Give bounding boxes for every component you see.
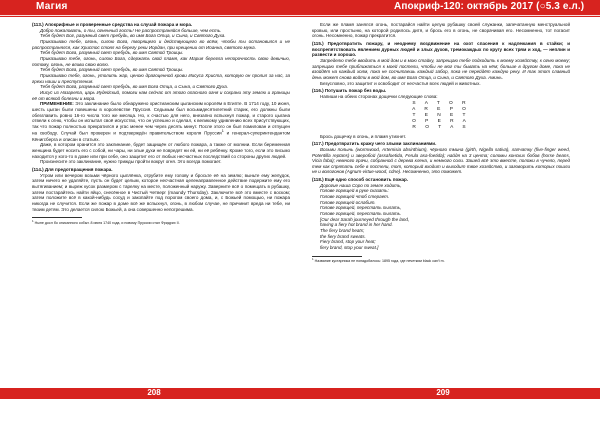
english-verse-line: The fiery brand heats;	[320, 228, 365, 234]
footnote: $^1$ Название кустарника не понадобилось: 1895 года, где нечетким black can't m.	[312, 257, 445, 264]
verse-line: Голове горящей чтоб стерает.	[320, 194, 390, 200]
body-paragraph: Безусловно, это защитит и освободит от несчастья всех людей и животных.	[320, 80, 481, 86]
sator-square	[312, 101, 570, 132]
english-verse-line: the fiery brand sweats.	[320, 233, 366, 239]
english-verse-line: having a fiery hot brand in her hand.	[320, 222, 393, 228]
page-header	[0, 0, 600, 17]
left-page-column	[32, 22, 290, 382]
body-paragraph: Если же пламя занялся огонь, постарайся найти целую рубашку своей служанки, запечатанную менструальной кровью, или простыню, на которой родилось дитя, и брось его в огонь, не сворачивая его. Несомненно, тот погасит огонь. Несомненно, пожар прекратится.	[312, 22, 570, 39]
english-verse-line: [Our dear Sarah journeyed through the land,	[320, 216, 410, 222]
incantation-line: Тебя будет Бога, разумный свет пребудь, во имя Святой Троицы.	[40, 67, 184, 73]
sator-row: A R E P O	[412, 106, 470, 112]
footnote-rule	[312, 256, 362, 257]
verse-line: Голове горящей, перестать пылать,	[320, 205, 402, 211]
body-paragraph: Даже, в котором хранится это заклинание, будет защищён от любого пожара, а также от молнии. Если беременная женщина будет носить его с собой, ни чары, ни злые духи не повредят ни ей, ни её ребёнку. Кроме того, если это письмо находится у кого-то в доме или при себе, оно защитит его от любых несчастных последствий со стороны других людей.	[32, 142, 290, 159]
sator-row: R O T A S	[412, 125, 470, 131]
section-114-heading: (114.) Для предотвращения пожара.	[32, 166, 113, 172]
incantation-line: Иисус из Назарета, царь Иудейский, помоги нам сейчас от этого опасного огня и сохрани эту землю и границы её от всякой болезни и мора.	[32, 89, 290, 101]
footnote-rule	[32, 217, 82, 218]
section-117-heading: (117.) Предотвратить кражу чего злыми заклинаниями.	[312, 141, 437, 147]
header-rule	[0, 15, 600, 16]
incantation-line: Приказываю тебе, огонь, утолить жар, ценою драгоценной крови Иисуса Христа, которую он пролил за нас, за грехи наши и преступления.	[32, 72, 290, 84]
section-113-heading: (113.) Апокрифные и проверенные средства на случай пожара и мора.	[32, 22, 193, 27]
sator-row: O P E R A	[412, 119, 470, 125]
footnote-marker: 1	[221, 129, 224, 134]
verse-line: Голове горящей в руке сказать:	[320, 188, 389, 194]
incantation-line: Тебя будет Бог, разумный свет пребудь, во имя Бога Отца, и Сына, и Святого Духа.	[40, 33, 226, 39]
body-paragraph: Напиши на обеих сторонах дощечки следующие слова:	[320, 93, 438, 99]
verse-line: Дорогие наша Соро по земле ходить,	[320, 182, 402, 188]
body-paragraph: Возьми полынь (wormwood, Artemisia absinthium), чёрного тмина (girth, Nigella sativa), лапчатку (five-finger weed, Potentilla reptans) и зверобой (assafoetida, Ferula asa-foetida); найдя на 3 цента; соломы конских бобов (horse beans, Vicia faba); немного грачи, собранной с дерева клена, и немного соли. Зашей всё это вместе, положи в чучело, перед тем как спрятать себе в постели, тот, который входит и выходит твое хозяйство, и заговорить которых пошли не и вологонов (Agnum-virtue-wood, cdne). Несомненно, это поможет.	[312, 146, 570, 175]
left-page-number: 208	[147, 387, 161, 397]
verse-line: Голове горящей, перестать пылать.	[320, 211, 402, 217]
english-verse-line: Fiery brand, stop your heat;	[320, 239, 376, 245]
body-paragraph: Утром или вечером возьми чёрного цыплёнка, отрубите ему голову и бросьте её на землю; выньте ему желудок, затем ничего не удаляйте, пусть он будет целым, которое несчастная целенаправленное действие подержите ему его вытягиванием; и выреж кусок размером с тарелку на месте, положенный наружу. Заверните всё о помещать в рубашку, затем постарайтесь найти яйцо, снесённое в Чистый Четверг (maundy Thursday). Заключите всё это вместе с воском; затем положите всё в какой-нибудь сосуд и закопайте под порогом своего дома, и, с Божьей помощью, ни пожара никогда не случится. Если же пожар в доме всё же вспыхнул, огонь, в любом случае, не причинит вреда ни тебе, ни твоим детям. Это делается силою Божьей, а она совершенно непогрешима.	[32, 172, 290, 212]
right-page-number: 209	[436, 387, 450, 397]
right-running-title: Апокриф-120: октябрь 2017 (○5.3 е.л.)	[394, 1, 585, 12]
right-page-column	[312, 22, 570, 382]
sator-row: T E N E T	[412, 112, 470, 118]
body-paragraph: Произнесите это заклинание, нужно трижды пройти вокруг огня. Это всегда помогает.	[40, 159, 222, 165]
left-running-title: Магия	[36, 1, 68, 12]
body-paragraph: Брось дощечку в огонь, и пламя утихнет.	[320, 133, 407, 139]
verse-line: Голове горящей ослабит.	[320, 199, 376, 205]
incantation-line: Тебя будет Бога, разумный свет пребудь, во имя Бога Отца, и Сына, и Святого Духа.	[40, 84, 229, 90]
page-footer	[0, 388, 600, 399]
incantation-line: Приказываю тебе, огонь, силою Бога, сдержать свой пламя, как Мария берегла непорочность свою девичью, потому, огонь, не вливи свою волю.	[32, 55, 290, 67]
section-115-heading: (115.) Предотвратить пожару, и неоднему воздвижение на охот спасения к надлежания в стайки; и воспрепятствовать явлением дурных людей и злых духов, тремокаждых по кругу всех трям и ход, — неплин и развести и хорошо.	[312, 40, 570, 58]
footnote: $^1$ Ныне досл бо описанного событ. 8 июня 1740 года, и новому Пруссии стал Фридрих II.	[32, 218, 180, 225]
section-116-heading: (116.) Потушить пожар без воды.	[312, 88, 387, 94]
section-118-heading: (118.) Ещё одно способ остановить пожар.	[312, 177, 409, 183]
sator-row: S A T O R	[412, 100, 470, 106]
english-verse-line: fiery brand, stop your sweat.]	[320, 245, 379, 251]
application-paragraph: ПРИМЕНЕНИЕ: Это заклинание было обнаружено христианским цыганским королём в Египте. В 1714 году, 10 июня, шесть цыган были повешены в королевстве Пруссия. Седьмым был восьмидесятилетний старик, его должны были обезглавить ровно 16-го числа того же месяца. Но, к счастью для него, внезапно вспыхнул пожар, и старого цыгана отвели к огню, чтобы он испытал своё искусство, что он успешно и сделал, к великому удивлению всех присутствующих, так что пожар полностью прекратился и угас менее чем через десять минут. После этого он был помилован и отпущен на свободу. Случай был проверен и подтверждён правительством короля Пруссии$^1$ и генерал-суперинтендантом Кёнигсберга и описан в статьях.	[32, 101, 290, 142]
incantation-line: Приказываю тебе, огонь, силою Бога, творящего и действующего во всём, чтобы ты остановился и не распространялся, как Христос стоял на берегу реки Иордан, при крещении от Иоанна, святого мужа.	[32, 38, 290, 50]
incantation-paragraph: Запределю тебе вводить в мой дом и в мою стайку, запрещаю тебе подходить к моему хозяйству, к огню моему; запрещаю тебе приближаться к моей постели, чтобы не мог ты бывать на нём; больше в другом доме, пока не взойдёт на каждый холм, пока не сосчитаешь каждый забор, пока не перейдёт каждую реку. И так этот славный день может снова войти в мой дом, во имя Бога Отца, и Сына, и Святого Духа. Аминь.	[312, 57, 570, 80]
incantation-line: Добро пожаловать, о ты, огненный гость! Не распространяйся больше, чем есть.	[40, 27, 222, 33]
incantation-line: Тебя будет Бога, разумный свет пребудь, во имя Святой Троицы.	[40, 50, 184, 56]
